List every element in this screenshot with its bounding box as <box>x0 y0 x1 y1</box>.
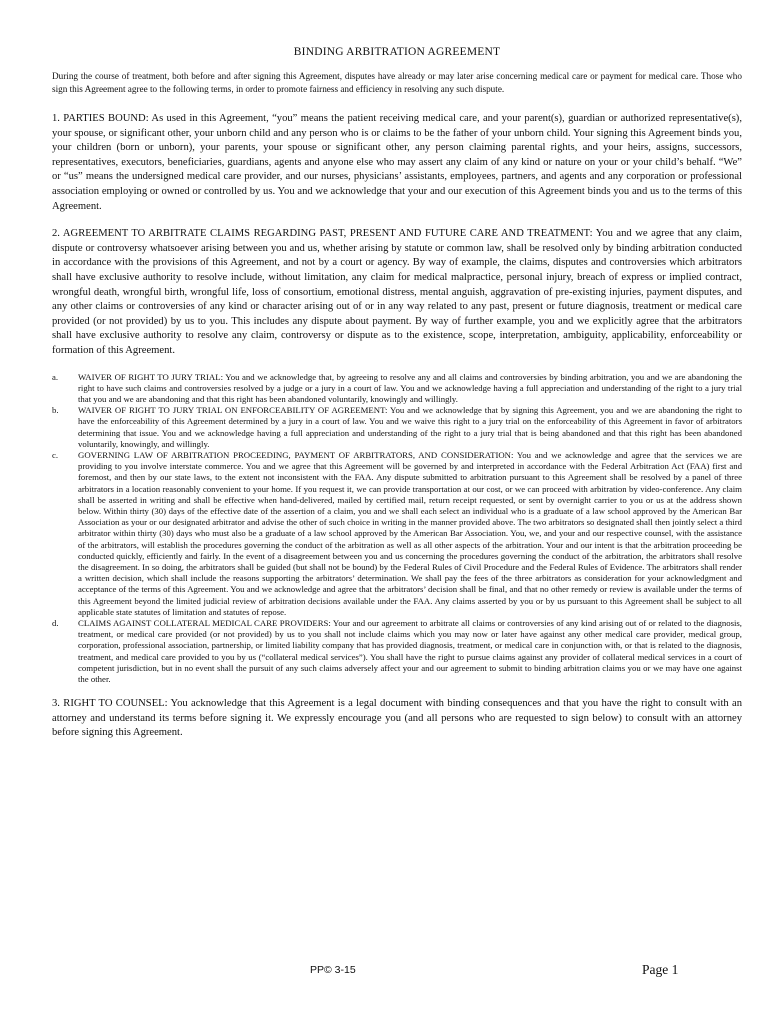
subsection-letter: c. <box>52 449 59 460</box>
subsection-list <box>52 372 742 686</box>
footer-page-number: Page 1 <box>642 962 679 977</box>
section-agreement-to-arbitrate: 2. AGREEMENT TO ARBITRATE CLAIMS REGARDING PAST, PRESENT AND FUTURE CARE AND TREATMENT: You and we agree that any claim, dispute or controversy whatsoever arising between you and us, whether arising by statute or common law, shall be resolved only by binding arbitration conducted in accordance with the provisions of this Agreement, and not by a court or agency. By way of example, the claims, disputes and controversies which arbitrators shall have exclusive authority to resolve include, without limitation, any claim for medical malpractice, personal injury, breach of express or implied contract, wrongful death, wrongful birth, wrongful life, loss of consortium, emotional distress, mental anguish, aggravation of pre-existing injuries, payment disputes, and any other claims or controversies of any kind or character arising out of or in any way related to any past, present or future diagnosis, treatment or medical care provided (or not provided) by us to you. This includes any dispute about payment. By way of further example, you and we explicitly agree that the arbitrators shall have exclusive authority to resolve any claim, controversy or dispute as to the existence, scope, interpretation, ambiguity, applicability, enforceability or formation of this Agreement. <box>52 228 742 356</box>
document-title: BINDING ARBITRATION AGREEMENT <box>293 46 501 58</box>
subsection-waiver-jury-trial <box>52 372 742 406</box>
footer-form-code: PP© 3-15 <box>310 964 356 976</box>
subsection-text: WAIVER OF RIGHT TO JURY TRIAL ON ENFORCEABILITY OF AGREEMENT: You and we acknowledge that by signing this Agreement, you and we are abandoning the right to have the enforceability of this Agreement determined by a jury in a court of law. You and we waive this right to a jury trial on the enforceability of this Agreement in favor of arbitrators determining that issue. You and we acknowledge having a full appreciation and understanding of the right to a jury trial that is being abandoned and that this right has been abandoned voluntarily, knowingly, and willingly. <box>78 405 742 449</box>
section-parties-bound: 1. PARTIES BOUND: As used in this Agreement, “you” means the patient receiving medical care, and your parent(s), guardian or authorized representative(s), your spouse, or significant other, your unborn child and any person who is or claims to be the father of your unborn child. Your signing this Agreement binds you, your children (born or unborn), your parents, your spouse or significant other, any person claiming parental rights, and your heirs, assigns, successors, representatives, executors, beneficiaries, guardians, agents and anyone else who may assert any claim of any kind or nature on your or your child’s behalf. “We” or “us” means the undersigned medical care provider, and our nurses, physicians’ assistants, employees, partners, and agents and any corporation or professional association employing or owned or controlled by us. You and we acknowledge that your and our execution of this Agreement binds you and us to the terms of this Agreement. <box>52 113 742 212</box>
subsection-text: WAIVER OF RIGHT TO JURY TRIAL: You and we acknowledge that, by agreeing to resolve any and all claims and controversies by binding arbitration, you and we are abandoning the right to have such claims and controversies resolved by a judge or a jury in a court of law. You and we acknowledge having a full appreciation and understanding of the right to a jury trial that you and we are abandoning and that this right has been abandoned voluntarily, knowingly and willingly. <box>78 371 742 404</box>
section-right-to-counsel: 3. RIGHT TO COUNSEL: You acknowledge that this Agreement is a legal document with binding consequences and that you have the right to consult with an attorney and understand its terms before signing it. We expressly encourage you (and all persons who are requested to sign below) to consult with an attorney before signing this Agreement. <box>52 698 742 739</box>
subsection-letter: a. <box>52 371 59 382</box>
subsection-governing-law <box>52 450 742 618</box>
subsection-letter: d. <box>52 617 59 628</box>
subsection-letter: b. <box>52 405 59 416</box>
subsection-text: GOVERNING LAW OF ARBITRATION PROCEEDING, PAYMENT OF ARBITRATORS, AND CONSIDERATION: You and we acknowledge and agree that the services we are providing to you involve interstate commerce. You and we agree that this Agreement will be governed by and interpreted in accordance with the Federal Arbitration Act (FAA) first and foremost, and then by our state laws, to the extent not inconsistent with the FAA. Any dispute submitted to arbitration pursuant to this Agreement shall be resolved by a panel of three arbitrators in a location reasonably convenient to your home. If you request it, we can provide transportation at our cost, or we can proceed with arbitration by video-conference. Any claim shall be asserted in writing and shall be effective when hand-delivered, mailed by certified mail, return receipt requested, or sent by overnight carrier to you or us at the address shown below. Within thirty (30) days of the effective date of the assertion of a claim, you and we shall each select an individual who is a graduate of a law school approved by the American Bar Association as your or our designated arbitrator and advise the other of such choice in writing in the manner provided above. The two arbitrators so designated shall then jointly select a third arbitrator within thirty (30) days who must also be a graduate of a law school approved by the American Bar Association. You, we, and your and our respective counsel, with the assistance of the arbitrators, will establish the procedures governing the conduct of the arbitration as well as all other aspects of the arbitration. Your and our intent is that the arbitration proceeding be conducted quickly, efficiently and fairly. In the event of a disagreement between you and us concerning the procedures governing the conduct of the arbitration, the arbitrators shall resolve the disagreement. In so doing, the arbitrators shall be guided (but shall not be bound) by the Federal Rules of Civil Procedure and the Federal Rules of Evidence. The arbitrators shall render a written decision, which shall include the reasons supporting the arbitrators’ determination. We shall pay the fees of the three arbitrators as consideration for your acknowledgment and acceptance of the terms of this Agreement. You and we acknowledge and agree that the arbitrators’ decision shall be final, and that no other remedy or review is available under the terms of this Agreement beyond the limited judicial review of arbitration decisions available under the FAA. Any claims asserted by you or by us pursuant to this Agreement shall be subject to all applicable state statutes of limitation and statutes of repose. <box>78 449 742 617</box>
document-page <box>52 46 742 741</box>
subsection-text: CLAIMS AGAINST COLLATERAL MEDICAL CARE PROVIDERS: Your and our agreement to arbitrate all claims or controversies of any kind arising out of or related to the diagnosis, treatment, or medical care provided (or not provided) by us to you shall not include claims which you may now or later have against any other medical care provider, medical group, corporation, professional association, partnership, or limited liability company that has provided diagnosis, treatment, or medical care in conjunction with, or that is related to the diagnosis, treatment, and medical care provided to you by us (“collateral medical services”). You shall have the right to pursue claims against any provider of collateral medical services in a court of competent jurisdiction, but in no event shall the pursuit of any such claims adversely affect your and our agreement to submit to binding arbitration claims you or we may have one against the other. <box>78 617 742 684</box>
intro-paragraph: During the course of treatment, both before and after signing this Agreement, disputes have already or may later arise concerning medical care or payment for medical care. Those who sign this Agreement agree to the following terms, in order to promote fairness and efficiency in resolving any such dispute. <box>52 71 742 94</box>
subsection-waiver-enforceability <box>52 405 742 450</box>
subsection-collateral-providers <box>52 618 742 685</box>
